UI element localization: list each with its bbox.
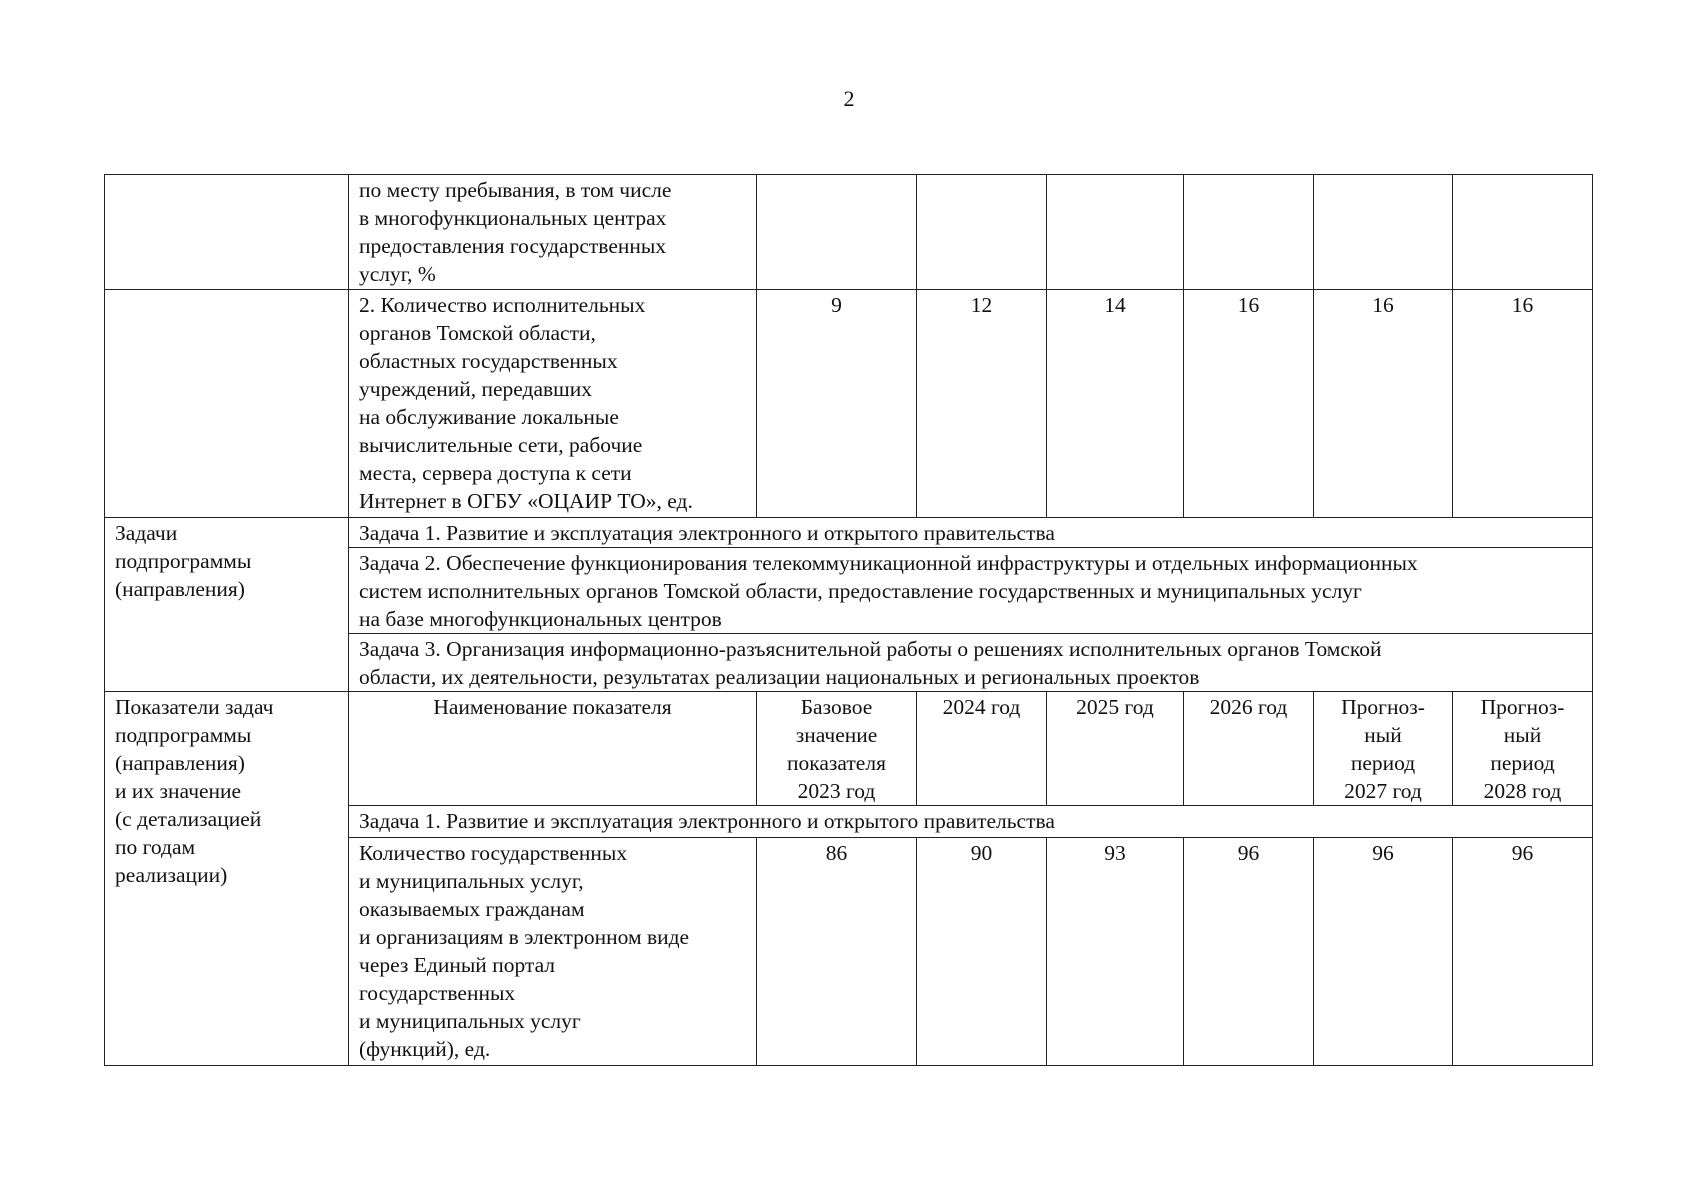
column-header-name: Наименование показателя: [349, 692, 757, 806]
text-line: в многофункциональных центрах: [359, 206, 667, 230]
text-line: и муниципальных услуг,: [359, 869, 584, 893]
value-cell: [1314, 175, 1453, 290]
text-line: Показатели задач: [115, 695, 274, 719]
text-line: на базе многофункциональных центров: [359, 607, 722, 631]
text-line: по годам: [115, 835, 196, 859]
text-line: Задача 2. Обеспечение функционирования телекоммуникационной инфраструктуры и отдельных информационных: [359, 551, 1418, 575]
value-2026: 16: [1184, 290, 1314, 518]
text-line: значение: [795, 723, 878, 747]
text-line: Задачи: [115, 521, 178, 545]
value-cell: [1453, 175, 1593, 290]
text-line: вычислительные сети, рабочие: [359, 433, 643, 457]
value-2028: 96: [1453, 838, 1593, 1066]
text-line: ный: [1503, 723, 1542, 747]
tasks-label-cell: [105, 518, 349, 692]
task-1-cell: [349, 518, 1593, 548]
column-header-2024: 2024 год: [917, 692, 1047, 806]
text-line: период: [1490, 751, 1555, 775]
subprogram-passport-table: [104, 174, 1593, 1066]
text-line: и организациям в электронном виде: [359, 925, 690, 949]
empty-label-cell: [105, 290, 349, 518]
text-line: показателя: [787, 751, 886, 775]
text-line: по месту пребывания, в том числе: [359, 178, 672, 202]
indicator-name-cell: [349, 838, 757, 1066]
text-line: и муниципальных услуг: [359, 1009, 581, 1033]
text-line: Интернет в ОГБУ «ОЦАИР ТО», ед.: [359, 489, 693, 513]
task-1-subheader-cell: Задача 1. Развитие и эксплуатация электронного и открытого правительства: [349, 806, 1593, 838]
text-line: Прогноз-: [1480, 695, 1565, 719]
text-line: места, сервера доступа к сети: [359, 461, 632, 485]
value-cell: [917, 175, 1047, 290]
task-3-cell: [349, 634, 1593, 692]
value-base: 86: [757, 838, 917, 1066]
value-base: 9: [757, 290, 917, 518]
value-2024: 12: [917, 290, 1047, 518]
text-line: органов Томской области,: [359, 321, 596, 345]
text-line: области, их деятельности, результатах реализации национальных и региональных проектов: [359, 665, 1200, 689]
text-line: через Единый портал: [359, 953, 556, 977]
value-2028: 16: [1453, 290, 1593, 518]
text-line: предоставления государственных: [359, 234, 667, 258]
value-cell: [1047, 175, 1184, 290]
text-line: Прогноз-: [1341, 695, 1425, 719]
column-header-base: [757, 692, 917, 806]
text-line: (направления): [115, 577, 245, 601]
value-2024: 90: [917, 838, 1047, 1066]
text-line: государственных: [359, 981, 516, 1005]
text-line: услуг, %: [359, 262, 436, 286]
value-2025: 14: [1047, 290, 1184, 518]
text-line: оказываемых гражданам: [359, 897, 585, 921]
text-line: на обслуживание локальные: [359, 405, 619, 429]
text-line: (с детализацией: [115, 807, 262, 831]
text-line: (функций), ед.: [359, 1037, 491, 1061]
column-header-2026: 2026 год: [1184, 692, 1314, 806]
value-2026: 96: [1184, 838, 1314, 1066]
indicators-label-cell: [105, 692, 349, 1066]
empty-label-cell: [105, 175, 349, 290]
indicator-name-cell: [349, 290, 757, 518]
text-line: 2023 год: [797, 779, 876, 803]
value-cell: [1184, 175, 1314, 290]
text-line: Задача 1. Развитие и эксплуатация электронного и открытого правительства: [359, 521, 1055, 545]
column-header-2027: [1314, 692, 1453, 806]
text-line: период: [1350, 751, 1416, 775]
value-2027: 96: [1314, 838, 1453, 1066]
text-line: подпрограммы: [115, 549, 252, 573]
text-line: подпрограммы: [115, 723, 252, 747]
indicator-name-cell: [349, 175, 757, 290]
text-line: ный: [1364, 723, 1402, 747]
table-header-row: [105, 692, 1593, 806]
text-line: учреждений, передавших: [359, 377, 592, 401]
text-line: 2. Количество исполнительных: [359, 293, 646, 317]
text-line: Количество государственных: [359, 841, 628, 865]
text-line: систем исполнительных органов Томской области, предоставление государственных и муниципальных услуг: [359, 579, 1362, 603]
value-2025: 93: [1047, 838, 1184, 1066]
table-row: [105, 518, 1593, 548]
text-line: Задача 3. Организация информационно-разъяснительной работы о решениях исполнительных органов Томской: [359, 637, 1382, 661]
table-row: [105, 290, 1593, 518]
page-number: 2: [843, 86, 855, 111]
task-2-cell: [349, 548, 1593, 634]
value-2027: 16: [1314, 290, 1453, 518]
column-header-2025: 2025 год: [1047, 692, 1184, 806]
table-row: [105, 175, 1593, 290]
text-line: областных государственных: [359, 349, 618, 373]
value-cell: [757, 175, 917, 290]
column-header-2028: [1453, 692, 1593, 806]
text-line: 2027 год: [1344, 779, 1422, 803]
text-line: Базовое: [800, 695, 873, 719]
text-line: и их значение: [115, 779, 242, 803]
text-line: 2028 год: [1483, 779, 1562, 803]
text-line: реализации): [115, 863, 228, 887]
text-line: (направления): [115, 751, 245, 775]
